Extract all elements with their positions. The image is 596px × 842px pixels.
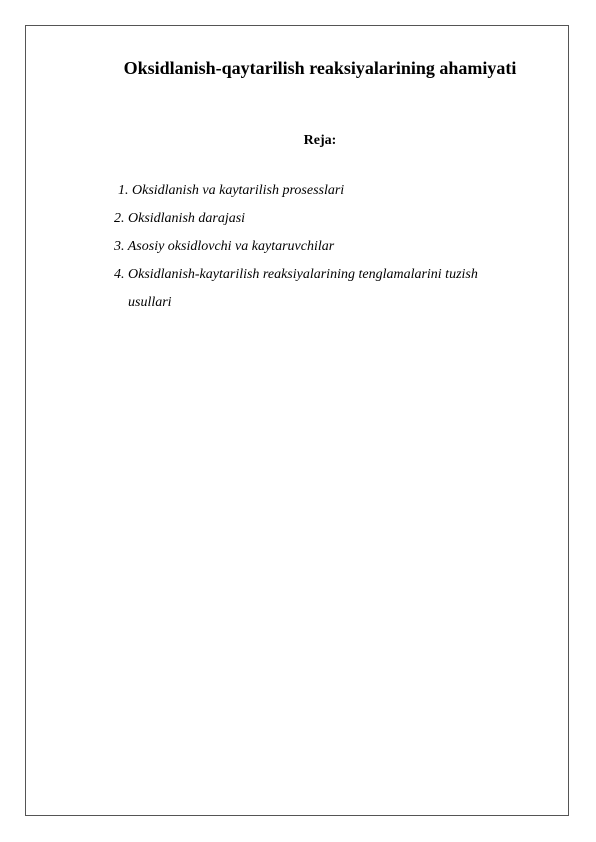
plan-item-4: 4. Oksidlanish-kaytarilish reaksiyalarining tenglamalarini tuzish bbox=[114, 267, 478, 282]
document-title: Oksidlanish-qaytarilish reaksiyalarining ahamiyati bbox=[123, 58, 517, 78]
plan-heading: Reja: bbox=[303, 133, 337, 148]
plan-item-3: 3. Asosiy oksidlovchi va kaytaruvchilar bbox=[114, 239, 335, 254]
plan-item-1: 1. Oksidlanish va kaytarilish prosesslari bbox=[118, 183, 345, 198]
plan-item-2: 2. Oksidlanish darajasi bbox=[114, 211, 246, 226]
plan-item-4-continuation: usullari bbox=[128, 295, 172, 310]
